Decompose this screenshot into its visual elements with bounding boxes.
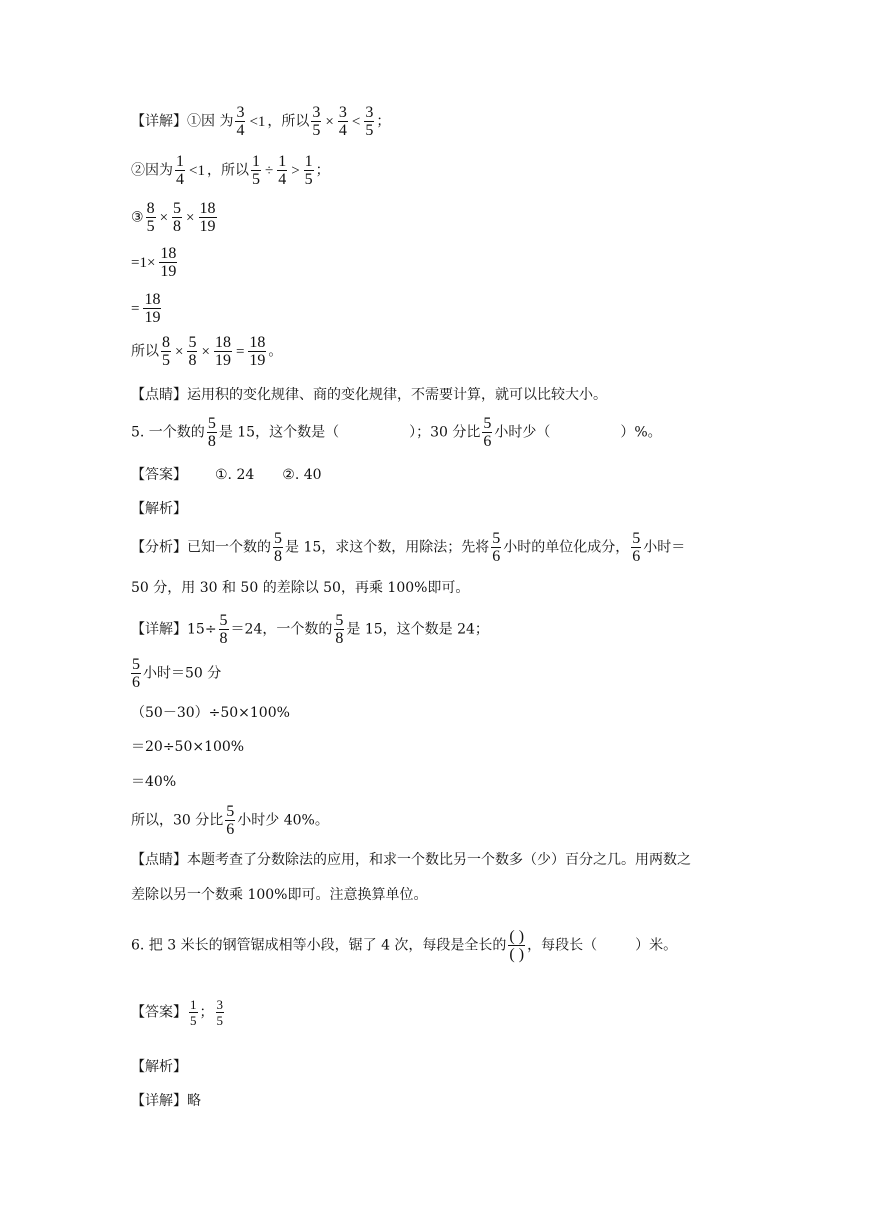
detail5-line2 bbox=[131, 656, 221, 691]
denominator: 19 bbox=[249, 352, 266, 369]
denominator: 5 bbox=[162, 352, 170, 369]
denominator: 4 bbox=[176, 171, 184, 188]
text: ； bbox=[376, 113, 391, 130]
detail-label: 【详解】 bbox=[131, 113, 187, 130]
analysis5-line2 bbox=[131, 578, 469, 598]
text: 50 分，用 30 和 50 的差除以 50，再乘 100%即可。 bbox=[131, 580, 470, 596]
text: ＝40% bbox=[131, 774, 177, 790]
denominator: 6 bbox=[226, 821, 235, 838]
fraction bbox=[207, 415, 217, 450]
text: ）米。 bbox=[635, 937, 678, 954]
numerator: 18 bbox=[144, 291, 161, 308]
answer-label: 【答案】 bbox=[131, 467, 187, 483]
denominator: 4 bbox=[236, 122, 245, 139]
denominator: 4 bbox=[278, 171, 287, 188]
text: 略 bbox=[187, 1093, 201, 1109]
text: 【解析】 bbox=[131, 1059, 187, 1075]
text: ＝20÷50×100% bbox=[131, 739, 245, 755]
detail4-line3 bbox=[131, 200, 219, 235]
text: ②因为 bbox=[131, 162, 173, 179]
operator: × bbox=[201, 343, 210, 360]
text: 5. 一个数的 bbox=[131, 424, 205, 441]
tip4 bbox=[131, 385, 607, 405]
numerator: 18 bbox=[214, 334, 231, 351]
detail5-line4 bbox=[131, 737, 244, 757]
operator: <1 bbox=[189, 162, 205, 179]
answer-2: ②. 40 bbox=[282, 467, 322, 483]
text: ； bbox=[199, 1004, 214, 1021]
text: 【解析】 bbox=[131, 501, 187, 517]
fraction bbox=[187, 334, 197, 369]
fraction bbox=[235, 104, 245, 139]
tip-text: 运用积的变化规律、商的变化规律，不需要计算，就可以比较大小。 bbox=[187, 387, 607, 403]
numerator: 3 bbox=[365, 104, 374, 121]
detail6 bbox=[131, 1091, 201, 1111]
fraction bbox=[248, 334, 266, 369]
operator: > bbox=[291, 162, 300, 179]
fraction bbox=[143, 291, 161, 326]
operator: × bbox=[325, 113, 334, 130]
detail4-line5 bbox=[131, 291, 163, 326]
text: ＝24，一个数的 bbox=[230, 621, 333, 638]
fraction bbox=[189, 997, 198, 1028]
fraction bbox=[311, 104, 321, 139]
fraction bbox=[214, 334, 232, 369]
detail4-line1 bbox=[131, 104, 390, 139]
denominator: 19 bbox=[199, 218, 216, 235]
analysis-heading bbox=[131, 499, 187, 519]
numerator: 5 bbox=[335, 612, 344, 629]
numerator: 5 bbox=[226, 803, 235, 820]
analysis-label: 【分析】 bbox=[131, 539, 187, 556]
numerator: 1 bbox=[251, 153, 260, 170]
denominator-blank: ( ) bbox=[509, 946, 525, 963]
text: ，所以 bbox=[206, 162, 249, 179]
text: 所以，30 分比 bbox=[131, 812, 224, 829]
question6 bbox=[131, 928, 677, 963]
text: 15÷ bbox=[187, 621, 217, 638]
text: 小时少 40%。 bbox=[237, 812, 329, 829]
numerator: 5 bbox=[632, 530, 641, 547]
fraction bbox=[131, 656, 141, 691]
tip-text: 本题考查了分数除法的应用，和求一个数比另一个数多（少）百分之几。用两数之 bbox=[187, 852, 691, 868]
text: ③ bbox=[131, 209, 144, 226]
answer-label: 【答案】 bbox=[131, 1004, 187, 1021]
operator: × bbox=[159, 209, 169, 226]
numerator: 5 bbox=[483, 415, 492, 432]
numerator: 3 bbox=[338, 104, 347, 121]
text: 所以 bbox=[131, 343, 159, 360]
numerator: 1 bbox=[190, 997, 197, 1012]
denominator: 19 bbox=[214, 352, 231, 369]
fraction bbox=[334, 612, 344, 647]
numerator: 1 bbox=[176, 153, 184, 170]
question5 bbox=[131, 415, 662, 450]
operator: × bbox=[186, 209, 195, 226]
text: = bbox=[131, 300, 140, 317]
denominator: 19 bbox=[160, 263, 177, 280]
denominator: 5 bbox=[146, 218, 155, 235]
numerator-blank: ( ) bbox=[509, 928, 525, 945]
fraction bbox=[631, 530, 641, 565]
numerator: 18 bbox=[249, 334, 266, 351]
text: 是 15，求这个数，用除法；先将 bbox=[285, 539, 490, 556]
blank-fraction bbox=[508, 928, 525, 963]
text: 小时少（ bbox=[494, 424, 551, 441]
tip5-line1 bbox=[131, 850, 691, 870]
text: =1× bbox=[131, 254, 156, 271]
answer6 bbox=[131, 997, 226, 1028]
fraction bbox=[199, 200, 217, 235]
analysis5-line1 bbox=[131, 530, 685, 565]
answer5 bbox=[131, 465, 322, 485]
detail5-line1 bbox=[131, 612, 489, 647]
text: ）%。 bbox=[620, 424, 662, 441]
fraction bbox=[159, 245, 177, 280]
fraction bbox=[175, 153, 185, 188]
denominator: 5 bbox=[251, 171, 260, 188]
fraction bbox=[216, 997, 225, 1028]
text: 小时＝50 分 bbox=[143, 665, 222, 682]
text: ，每段长（ bbox=[527, 937, 598, 954]
operator: <1 bbox=[249, 113, 266, 130]
numerator: 1 bbox=[278, 153, 287, 170]
denominator: 6 bbox=[632, 548, 641, 565]
tip5-line2 bbox=[131, 885, 427, 905]
text: 。 bbox=[268, 343, 283, 360]
detail5-line5 bbox=[131, 772, 176, 792]
denominator: 5 bbox=[304, 171, 313, 188]
numerator: 5 bbox=[132, 656, 140, 673]
numerator: 5 bbox=[173, 200, 182, 217]
denominator: 8 bbox=[335, 630, 344, 647]
denominator: 8 bbox=[207, 433, 216, 450]
fraction bbox=[146, 200, 156, 235]
detail5-line6 bbox=[131, 803, 329, 838]
operator: = bbox=[235, 343, 245, 360]
fraction bbox=[251, 153, 261, 188]
text: ，所以 bbox=[267, 113, 310, 130]
detail5-line3 bbox=[131, 703, 290, 723]
numerator: 5 bbox=[207, 415, 216, 432]
numerator: 8 bbox=[162, 334, 170, 351]
fraction bbox=[491, 530, 501, 565]
fraction bbox=[338, 104, 348, 139]
detail4-line4 bbox=[131, 245, 179, 280]
text: 是 15，这个数是（ bbox=[218, 424, 340, 441]
numerator: 18 bbox=[199, 200, 216, 217]
detail4-line2 bbox=[131, 153, 330, 188]
denominator: 6 bbox=[132, 674, 140, 691]
fraction bbox=[304, 153, 314, 188]
numerator: 3 bbox=[312, 104, 321, 121]
analysis-heading-6 bbox=[131, 1057, 187, 1077]
numerator: 5 bbox=[219, 612, 228, 629]
text: ）；30 分比 bbox=[409, 424, 481, 441]
text: 小时的单位化成分， bbox=[503, 539, 630, 556]
detail-label: 【详解】 bbox=[131, 1093, 187, 1109]
numerator: 5 bbox=[492, 530, 501, 547]
text: 是 15，这个数是 24； bbox=[346, 621, 489, 638]
text: ； bbox=[315, 162, 330, 179]
fraction bbox=[277, 153, 287, 188]
tip-label: 【点睛】 bbox=[131, 387, 187, 403]
text: 小时＝ bbox=[643, 539, 686, 556]
operator: < bbox=[351, 113, 361, 130]
denominator: 8 bbox=[173, 218, 182, 235]
denominator: 6 bbox=[492, 548, 501, 565]
text: 已知一个数的 bbox=[187, 539, 271, 556]
fraction bbox=[364, 104, 374, 139]
denominator: 5 bbox=[216, 1013, 223, 1028]
denominator: 8 bbox=[274, 548, 282, 565]
numerator: 1 bbox=[304, 153, 313, 170]
text: 6. 把 3 米长的钢管锯成相等小段，锯了 4 次，每段是全长的 bbox=[131, 937, 507, 954]
denominator: 5 bbox=[365, 122, 374, 139]
text: ①因 为 bbox=[187, 113, 234, 130]
tip-text: 差除以另一个数乘 100%即可。注意换算单位。 bbox=[131, 887, 428, 903]
tip-label: 【点睛】 bbox=[131, 852, 187, 868]
denominator: 6 bbox=[483, 433, 492, 450]
text: （50－30）÷50×100% bbox=[131, 705, 290, 721]
denominator: 5 bbox=[190, 1013, 197, 1028]
fraction bbox=[172, 200, 182, 235]
answer-1: ①. 24 bbox=[215, 467, 255, 483]
denominator: 19 bbox=[144, 309, 161, 326]
detail4-line6 bbox=[131, 334, 282, 369]
fraction bbox=[219, 612, 229, 647]
numerator: 18 bbox=[160, 245, 177, 262]
denominator: 8 bbox=[219, 630, 228, 647]
numerator: 3 bbox=[236, 104, 245, 121]
denominator: 5 bbox=[312, 122, 321, 139]
numerator: 5 bbox=[274, 530, 282, 547]
numerator: 5 bbox=[188, 334, 197, 351]
operator: × bbox=[175, 343, 184, 360]
fraction bbox=[225, 803, 235, 838]
denominator: 4 bbox=[338, 122, 347, 139]
fraction bbox=[161, 334, 171, 369]
numerator: 8 bbox=[146, 200, 155, 217]
numerator: 3 bbox=[216, 997, 223, 1012]
fraction bbox=[482, 415, 492, 450]
operator: ÷ bbox=[264, 162, 274, 179]
denominator: 8 bbox=[188, 352, 197, 369]
detail-label: 【详解】 bbox=[131, 621, 187, 638]
fraction bbox=[273, 530, 283, 565]
